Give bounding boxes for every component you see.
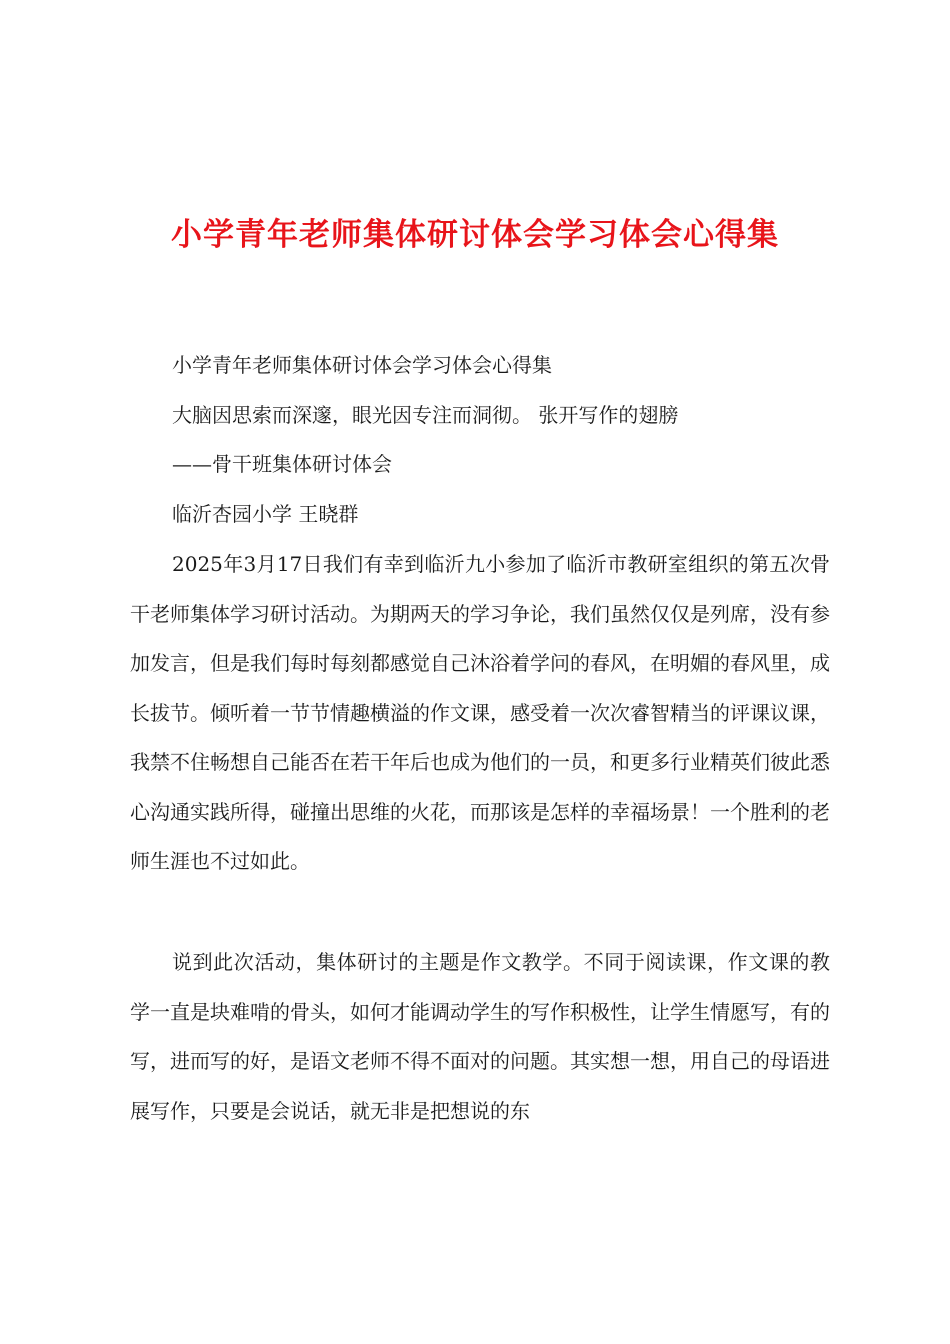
author-line: 临沂杏园小学 王晓群 [172,502,359,526]
body-paragraph-2: 说到此次活动，集体研讨的主题是作文教学。不同于阅读课，作文课的教学一直是块难啃的骨头，如何才能调动学生的写作积极性，让学生情愿写，有的写，进而写的好，是语文老师不得不面对的问题。其实想一想，用自己的母语进展写作，只要是会说话，就无非是把想说的东 [130,950,830,1123]
section-subtitle: ——骨干班集体研讨体会 [172,452,392,476]
subtitle-line: 小学青年老师集体研讨体会学习体会心得集 [172,353,552,377]
document-title: 小学青年老师集体研讨体会学习体会心得集 [171,217,779,253]
motto-line: 大脑因思索而深邃，眼光因专注而洞彻。 张开写作的翅膀 [172,403,679,427]
body-paragraph-1: 2025年3月17日我们有幸到临沂九小参加了临沂市教研室组织的第五次骨干老师集体学习研讨活动。为期两天的学习争论，我们虽然仅仅是列席，没有参加发言，但是我们每时每刻都感觉自己沐浴着学问的春风，在明媚的春风里，成长拔节。倾听着一节节情趣横溢的作文课，感受着一次次睿智精当的评课议课，我禁不住畅想自己能否在若干年后也成为他们的一员，和更多行业精英们彼此悉心沟通实践所得，碰撞出思维的火花，而那该是怎样的幸福场景！一个胜利的老师生涯也不过如此。 [130,552,830,873]
